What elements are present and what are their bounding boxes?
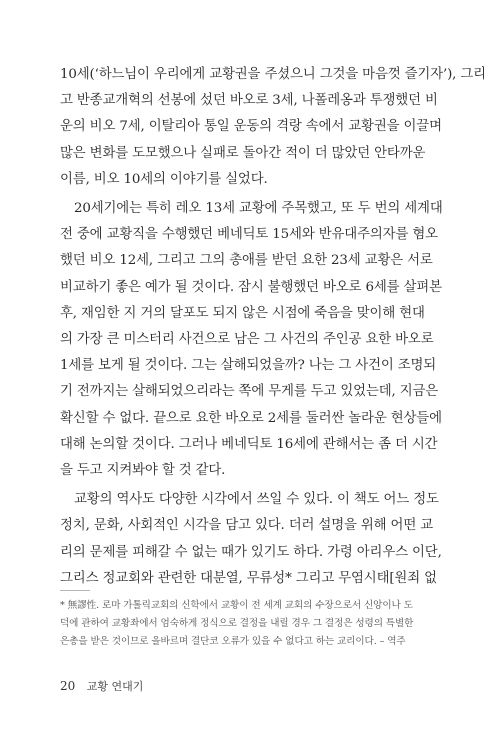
running-title: 교황 연대기 — [86, 680, 144, 693]
text-line: 확신할 수 없다. 끝으로 요한 바오로 2세를 둘러싼 놀라운 현상들에 — [60, 410, 442, 426]
page-footer — [60, 678, 143, 694]
text-line: 1세를 보게 될 것이다. 그는 살해되었을까? 나는 그 사건이 조명되 — [60, 358, 437, 374]
text-line: 이름, 비오 10세의 이야기를 실었다. — [60, 171, 268, 187]
footnote-line: * 無謬性. 로마 가톨릭교회의 신학에서 교황이 전 세계 교회의 수장으로서 신앙이나 도 — [60, 600, 413, 611]
text-line: 했던 비오 12세, 그리고 그의 총애를 받던 요한 23세 교황은 서로 — [60, 253, 433, 269]
text-line: 기 전까지는 살해되었으리라는 쪽에 무게를 두고 있었는데, 지금은 — [60, 384, 439, 400]
footnote-line: 은총을 받은 것이므로 올바르며 결단코 오류가 있을 수 없다고 하는 교리이다. – 역주 — [60, 636, 406, 647]
text-line: 전 중에 교황직을 수행했던 베네딕토 15세와 반유대주의자를 혐오 — [60, 227, 438, 243]
text-line: 후, 재임한 지 거의 달포도 되지 않은 시점에 죽음을 맞이해 현대 — [60, 305, 425, 321]
text-line: 고 반종교개혁의 선봉에 섰던 바오로 3세, 나폴레옹과 투쟁했던 비 — [60, 93, 438, 109]
text-line: 을 두고 지켜봐야 할 것 같다. — [60, 463, 226, 479]
paragraph-2 — [60, 196, 443, 484]
footnote-divider — [60, 590, 90, 591]
text-line: 정치, 문화, 사회적인 시각을 담고 있다. 더러 설명을 위해 어떤 교 — [60, 518, 434, 534]
text-line: 20세기에는 특히 레오 13세 교황에 주목했고, 또 두 번의 세계대 — [74, 201, 443, 217]
paragraph-3 — [60, 487, 440, 592]
text-line: 리의 문제를 피해갈 수 없는 때가 있기도 하다. 가령 아리우스 이단, — [60, 544, 442, 560]
text-line: 10세(‘하느님이 우리에게 교황권을 주셨으니 그것을 마음껏 즐기자’), 그리 — [60, 67, 486, 82]
text-line: 그리스 정교회와 관련한 대분열, 무류성* 그리고 무염시태[원죄 없 — [60, 570, 437, 586]
text-line: 의 가장 큰 미스터리 사건으로 남은 그 사건의 주인공 요한 바오로 — [60, 332, 434, 348]
footnote-line: 덕에 관하여 교황좌에서 엄숙하게 정식으로 결정을 내릴 경우 그 결정은 성령의 특별한 — [60, 618, 414, 629]
page-number: 20 — [60, 679, 76, 693]
paragraph-1 — [60, 62, 486, 193]
text-line: 교황의 역사도 다양한 시각에서 쓰일 수 있다. 이 책도 어느 정도 — [74, 492, 439, 508]
text-line: 많은 변화를 도모했으나 실패로 돌아간 적이 더 많았던 안타까운 — [60, 145, 426, 161]
text-line: 대해 논의할 것이다. 그러나 베네딕토 16세에 관해서는 좀 더 시간 — [60, 436, 438, 452]
text-line: 운의 비오 7세, 이탈리아 통일 운동의 격랑 속에서 교황권을 이끌며 — [60, 119, 442, 135]
footnote — [60, 597, 440, 651]
text-line: 비교하기 좋은 예가 될 것이다. 잠시 불행했던 바오로 6세를 살펴본 — [60, 279, 442, 295]
page-body — [60, 62, 486, 592]
